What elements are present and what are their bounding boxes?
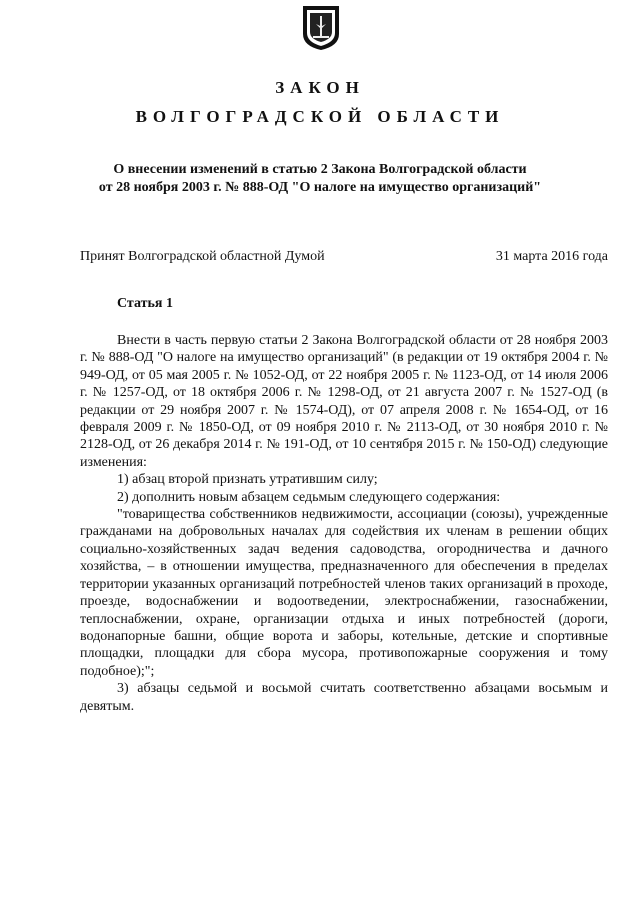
- article-body: [80, 332, 608, 715]
- volgograd-coat-of-arms-icon: [301, 4, 341, 52]
- law-title: ЗАКОН: [275, 78, 365, 97]
- amendment-item-1: 1) абзац второй признать утратившим силу;: [117, 472, 378, 488]
- subtitle-line-1: О внесении изменений в статью 2 Закона Волгоградской области: [113, 162, 527, 177]
- adopted-by: Принят Волгоградской областной Думой: [80, 249, 325, 264]
- amendment-quote: "товарищества собственников недвижимости, ассоциации (союзы), учрежденные гражданами на добровольных началах для содействия их членам в решении общих социально-хозяйственных задач ведения садоводства, огородничества и дачного хозяйства, – в отношении имущества, предназначенного для обеспечения в пределах территории указанных организаций потребностей членов таких организаций в проходе, проезде, водоснабжении и водоотведении, электроснабжении, газоснабжении, теплоснабжении, охране, организации отдыха и иных потребностей (дороги, водонапорные башни, общие ворота и заборы, котельные, детские и спортивные площадки, площадки для сбора мусора, противопожарные сооружения и тому подобное);";: [80, 507, 608, 679]
- law-region-title: ВОЛГОГРАДСКОЙ ОБЛАСТИ: [135, 107, 505, 126]
- subtitle-line-2: от 28 ноября 2003 г. № 888-ОД "О налоге на имущество организаций": [98, 180, 542, 195]
- adoption-date: 31 марта 2016 года: [495, 249, 608, 264]
- article-heading: Статья 1: [117, 296, 173, 311]
- amendment-item-3: 3) абзацы седьмой и восьмой считать соответственно абзацами восьмым и девятым.: [80, 681, 608, 714]
- law-subtitle: [60, 161, 580, 197]
- article-intro-paragraph: Внести в часть первую статьи 2 Закона Волгоградской области от 28 ноября 2003 г. № 888-ОД "О налоге на имущество организаций" (в редакции от 19 октября 2004 г. № 949-ОД, от 05 мая 2005 г. № 1052-ОД, от 22 ноября 2005 г. № 1123-ОД, от 14 июля 2006 г. № 1257-ОД, от 18 октября 2006 г. № 1298-ОД, от 21 августа 2007 г. № 1527-ОД (в редакции от 29 ноября 2007 г. № 1574-ОД), от 07 апреля 2008 г. № 1654-ОД, от 16 февраля 2009 г. № 1850-ОД, от 09 ноября 2010 г. № 2113-ОД, от 30 ноября 2010 г. № 2128-ОД, от 26 декабря 2014 г. № 191-ОД, от 10 сентября 2015 г. № 150-ОД) следующие изменения:: [80, 333, 608, 470]
- amendment-item-2: 2) дополнить новым абзацем седьмым следующего содержания:: [117, 489, 501, 505]
